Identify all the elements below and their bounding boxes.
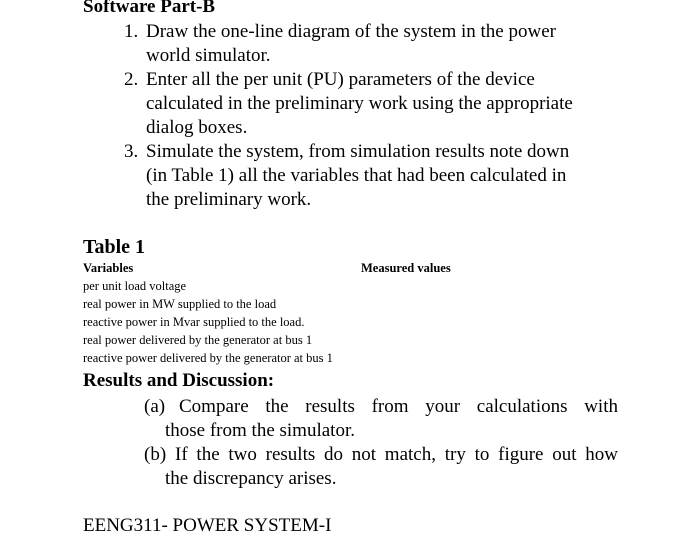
step-text-line: calculated in the preliminary work using the appropriate bbox=[146, 93, 573, 114]
step-text-line: Enter all the per unit (PU) parameters of the device bbox=[146, 69, 535, 90]
table-row: real power in MW supplied to the load bbox=[83, 297, 277, 311]
table-title: Table 1 bbox=[83, 236, 146, 258]
step-number: 2. bbox=[124, 69, 139, 90]
table-header-variables: Variables bbox=[83, 261, 134, 275]
step-item bbox=[124, 20, 618, 68]
step-number: 3. bbox=[124, 141, 139, 162]
step-item bbox=[124, 140, 618, 212]
discussion-label: (a) bbox=[144, 396, 166, 417]
discussion-label: (b) bbox=[144, 444, 167, 465]
step-item bbox=[124, 68, 618, 140]
step-text-line: Simulate the system, from simulation results note down bbox=[146, 141, 570, 162]
footer-course: EENG311- POWER SYSTEM-I bbox=[83, 515, 332, 536]
discussion-text-line: Compare the results from your calculations with bbox=[179, 396, 618, 417]
discussion-item bbox=[144, 443, 618, 491]
table-row: real power delivered by the generator at bus 1 bbox=[83, 333, 313, 347]
discussion-text-line: the discrepancy arises. bbox=[165, 468, 337, 489]
section-heading-software: Software Part-B bbox=[83, 0, 216, 17]
table-row: reactive power in Mvar supplied to the load. bbox=[83, 315, 305, 329]
discussion-text-line: If the two results do not match, try to figure out how bbox=[175, 444, 618, 465]
step-text-line: the preliminary work. bbox=[146, 189, 312, 210]
section-heading-results: Results and Discussion: bbox=[83, 370, 275, 391]
step-text-line: Draw the one-line diagram of the system in the power bbox=[146, 21, 556, 42]
discussion-item bbox=[144, 395, 618, 443]
discussion-text-line: those from the simulator. bbox=[165, 420, 355, 441]
table-row: reactive power delivered by the generator at bus 1 bbox=[83, 351, 333, 365]
step-number: 1. bbox=[124, 21, 139, 42]
step-text-line: (in Table 1) all the variables that had been calculated in bbox=[146, 165, 567, 186]
table-row: per unit load voltage bbox=[83, 279, 187, 293]
table-header-measured: Measured values bbox=[361, 261, 451, 275]
step-text-line: world simulator. bbox=[146, 45, 271, 66]
step-text-line: dialog boxes. bbox=[146, 117, 248, 138]
